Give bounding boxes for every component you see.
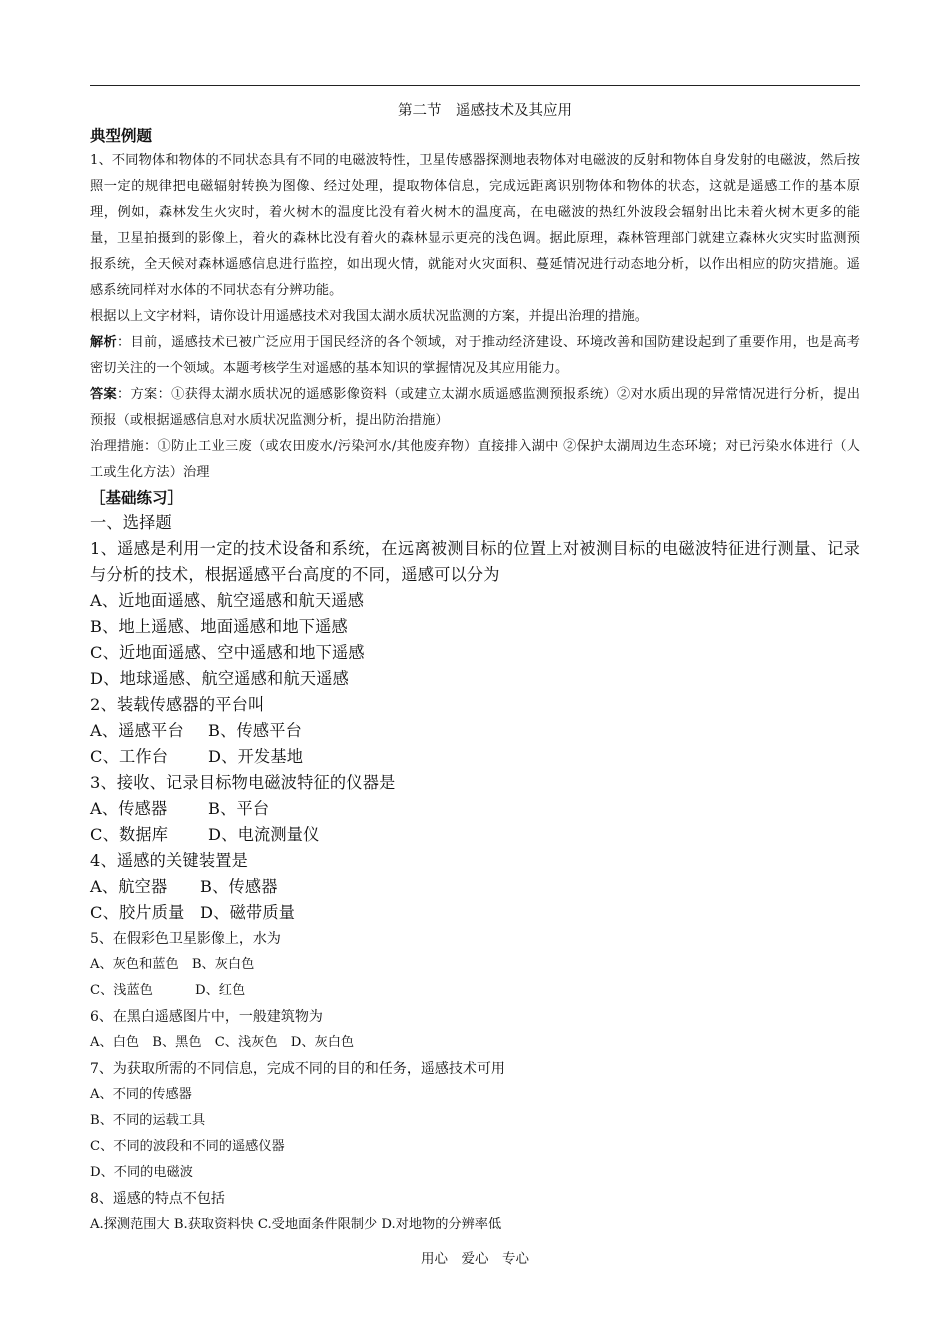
q2-stem: 2、装载传感器的平台叫 <box>90 695 265 714</box>
q4-options-row2 <box>90 900 860 926</box>
q2-option-d: D、开发基地 <box>208 747 304 766</box>
q5-option-d: D、红色 <box>195 983 246 998</box>
example-heading: 典型例题 <box>90 127 153 145</box>
q1-option-b: B、地上遥感、地面遥感和地下遥感 <box>90 617 348 636</box>
q4-option-c: C、胶片质量 <box>90 903 185 922</box>
measures-paragraph: 治理措施：①防止工业三废（或农田废水/污染河水/其他废弃物）直接排入湖中 ②保护太湖周边生态环境；对已污染水体进行（人工或生化方法）治理 <box>90 439 860 480</box>
q5-option-ab: A、灰色和蓝色 B、灰白色 <box>90 957 255 972</box>
q3-option-b: B、平台 <box>208 799 270 818</box>
q1-option-d: D、地球遥感、航空遥感和航天遥感 <box>90 669 349 688</box>
q6-stem: 6、在黑白遥感图片中，一般建筑物为 <box>90 1009 323 1025</box>
answer-label: 答案 <box>90 387 118 402</box>
practice-heading: ［基础练习］ <box>90 489 184 507</box>
q2-option-b: B、传感平台 <box>208 721 303 740</box>
q4-options-row1 <box>90 874 860 900</box>
q8-options: A.探测范围大 B.获取资料快 C.受地面条件限制少 D.对地物的分辨率低 <box>90 1217 502 1232</box>
analysis-text: ：目前，遥感技术已被广泛应用于国民经济的各个领域，对于推动经济建设、环境改善和国防建设起到了重要作用，也是高考密切关注的一个领域。本题考核学生对遥感的基本知识的掌握情况及其应用能力。 <box>90 335 860 376</box>
q5-stem: 5、在假彩色卫星影像上，水为 <box>90 931 281 947</box>
q2-option-a: A、遥感平台 <box>90 721 184 740</box>
page-title: 第二节 遥感技术及其应用 <box>398 103 572 119</box>
q7-option-b: B、不同的运载工具 <box>90 1113 206 1128</box>
q3-option-c: C、数据库 <box>90 825 169 844</box>
q2-option-c: C、工作台 <box>90 747 169 766</box>
q7-stem: 7、为获取所需的不同信息，完成不同的目的和任务，遥感技术可用 <box>90 1061 505 1077</box>
analysis-paragraph <box>90 330 860 382</box>
q5-options-row2 <box>90 978 860 1004</box>
q7-option-c: C、不同的波段和不同的遥感仪器 <box>90 1139 285 1154</box>
q7-option-d: D、不同的电磁波 <box>90 1165 193 1180</box>
q4-stem: 4、遥感的关键装置是 <box>90 851 248 870</box>
header-rule <box>90 85 860 86</box>
analysis-label: 解析 <box>90 335 118 350</box>
q4-option-b: B、传感器 <box>200 877 278 896</box>
q7-option-a: A、不同的传感器 <box>90 1087 192 1102</box>
q2-options-row2 <box>90 744 860 770</box>
q3-options-row1 <box>90 796 860 822</box>
q2-options-row1 <box>90 718 860 744</box>
q1-option-a: A、近地面遥感、航空遥感和航天遥感 <box>90 591 365 610</box>
page-footer: 用心 爱心 专心 <box>421 1251 529 1267</box>
q4-option-d: D、磁带质量 <box>200 903 296 922</box>
q3-stem: 3、接收、记录目标物电磁波特征的仪器是 <box>90 773 396 792</box>
q3-options-row2 <box>90 822 860 848</box>
answer-paragraph <box>90 382 860 434</box>
example-paragraph: 1、不同物体和物体的不同状态具有不同的电磁波特性，卫星传感器探测地表物体对电磁波的反射和物体自身发射的电磁波，然后按照一定的规律把电磁辐射转换为图像、经过处理，提取物体信息，完成远距离识别物体和物体的状态，这就是遥感工作的基本原理，例如，森林发生火灾时，着火树木的温度比没有着火树木的温度高，在电磁波的热红外波段会辐射出比未着火树木更多的能量，卫星拍摄到的影像上，着火的森林比没有着火的森林显示更亮的浅色调。据此原理，森林管理部门就建立森林火灾实时监测预报系统，全天候对森林遥感信息进行监控，如出现火情，就能对火灾面积、蔓延情况进行动态地分析，以作出相应的防灾措施。遥感系统同样对水体的不同状态有分辨功能。 <box>90 153 860 298</box>
q5-option-c: C、浅蓝色 <box>90 983 153 998</box>
q1-stem: 1、遥感是利用一定的技术设备和系统，在远离被测目标的位置上对被测目标的电磁波特征进行测量、记录与分析的技术，根据遥感平台高度的不同，遥感可以分为 <box>90 539 860 584</box>
q3-option-d: D、电流测量仪 <box>208 825 320 844</box>
section-title: 一、选择题 <box>90 513 172 532</box>
example-question: 根据以上文字材料，请你设计用遥感技术对我国太湖水质状况监测的方案，并提出治理的措施。 <box>90 309 649 324</box>
q3-option-a: A、传感器 <box>90 799 168 818</box>
q6-options: A、白色 B、黑色 C、浅灰色 D、灰白色 <box>90 1035 355 1050</box>
q8-stem: 8、遥感的特点不包括 <box>90 1191 225 1207</box>
q1-option-c: C、近地面遥感、空中遥感和地下遥感 <box>90 643 365 662</box>
document-page <box>90 98 860 1238</box>
answer-text: ：方案：①获得太湖水质状况的遥感影像资料（或建立太湖水质遥感监测预报系统）②对水质出现的异常情况进行分析，提出预报（或根据遥感信息对水质状况监测分析，提出防治措施） <box>90 387 860 428</box>
q4-option-a: A、航空器 <box>90 877 168 896</box>
